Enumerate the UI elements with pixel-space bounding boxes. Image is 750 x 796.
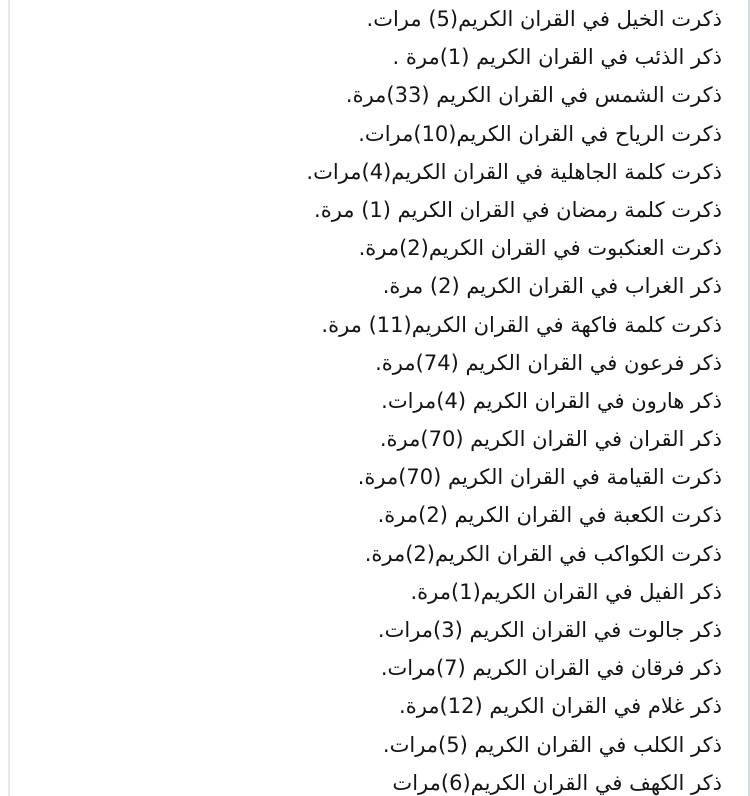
text-line: ذكر الفيل في القران الكريم(1)مرة. <box>410 579 722 604</box>
text-line: ذكر الكلب في القران الكريم (5)مرات. <box>382 732 722 757</box>
left-border-divider <box>8 0 10 796</box>
text-line: ذكر الغراب في القران الكريم (2) مرة. <box>382 274 722 299</box>
text-line: ذكر غلام في القران الكريم (12)مرة. <box>399 694 722 719</box>
text-line: ذكرت الكعبة في القران الكريم (2)مرة. <box>377 503 722 528</box>
text-line: ذكرت الخيل في القران الكريم(5) مرات. <box>366 7 722 31</box>
text-line: ذكرت الرياح في القران الكريم(10)مرات. <box>358 121 722 146</box>
text-line: ذكر جالوت في القران الكريم (3)مرات. <box>377 618 722 642</box>
text-line: ذكرت العنكبوت في القران الكريم(2)مرة. <box>358 236 722 261</box>
text-line: ذكرت الكواكب في القران الكريم(2)مرة. <box>364 541 722 566</box>
text-line: ذكرت الشمس في القران الكريم (33)مرة. <box>345 83 722 108</box>
text-line: ذكرت كلمة رمضان في القران الكريم (1) مرة. <box>314 197 722 222</box>
text-lines-list <box>14 0 722 796</box>
text-line: ذكر القران في القران الكريم (70)مرة. <box>379 427 722 452</box>
text-line: ذكرت كلمة فاكهة في القران الكريم(11) مرة. <box>321 312 722 337</box>
text-line: ذكر هارون في القران الكريم (4)مرات. <box>381 388 722 413</box>
text-line: ذكر فرقان في القران الكريم (7)مرات. <box>380 656 722 681</box>
text-line: ذكرت كلمة الجاهلية في القران الكريم(4)مرات. <box>306 159 722 184</box>
text-line: ذكرت القيامة في القران الكريم (70)مرة. <box>357 465 722 490</box>
text-line: ذكر فرعون في القران الكريم (74)مرة. <box>375 350 722 375</box>
text-line: ذكر الذئب في القران الكريم (1)مرة . <box>392 45 722 70</box>
text-line: ذكر الكهف في القران الكريم(6)مرات <box>392 770 722 795</box>
